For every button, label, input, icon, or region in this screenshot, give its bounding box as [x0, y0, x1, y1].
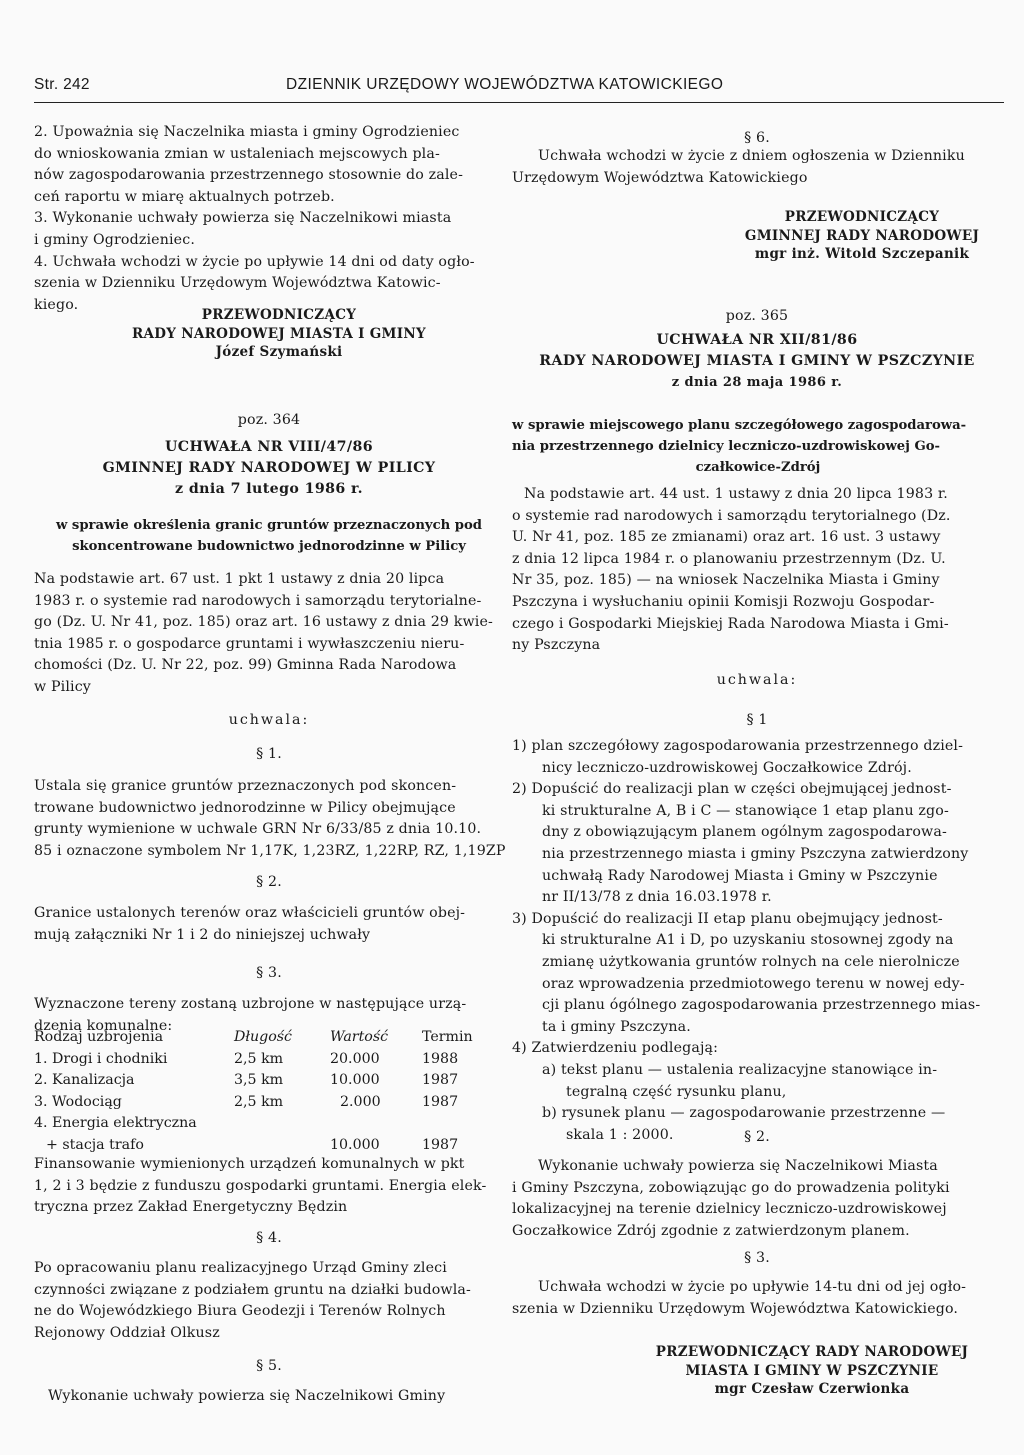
journal-title: DZIENNIK URZĘDOWY WOJEWÓDZTWA KATOWICKIEGO: [286, 76, 724, 93]
subject-364: w sprawie określenia granic gruntów przeznaczonych pod skoncentrowane budownictwo jednorodzinne w Pilicy: [55, 518, 483, 554]
section-6: § 6.: [744, 130, 770, 146]
section-4-text-364: Po opracowaniu planu realizacyjnego Urząd Gminy zleci czynności związane z podziałem gruntu na działki budowla- ne do Wojewódzkiego Biura Geodezji i Terenów Rolnych Rejonowy Oddział Olkusz: [34, 1260, 471, 1341]
poz-365: poz. 365: [725, 308, 789, 324]
page-header: [34, 76, 1004, 103]
section-2-text-364: Granice ustalonych terenów oraz właścicieli gruntów obej- mują załączniki Nr 1 i 2 do niniejszej uchwały: [34, 905, 466, 943]
list-item: 1) plan szczegółowy zagospodarowania przestrzennego dziel- nicy leczniczo-uzdrowiskowej Goczałkowice Zdrój.: [512, 738, 964, 776]
sub-item-a: a) tekst planu — ustalenia realizacyjne stanowiące in- tegralną część rysunku planu,: [542, 1061, 938, 1100]
poz-364: poz. 364: [237, 412, 301, 428]
section-3-text-364: Wyznaczone tereny zostaną uzbrojone w następujące urzą- dzenia komunalne:: [34, 996, 467, 1034]
table-row: + stacja trafo 10.000 1987: [46, 1136, 459, 1153]
table-header-row: Rodzaj uzbrojenia Długość Wartość Termin: [34, 1029, 473, 1045]
resolution-title-364: UCHWAŁA NR VIII/47/86 GMINNEJ RADY NARODOWEJ W PILICY z dnia 7 lutego 1986 r.: [102, 439, 436, 497]
signature-block-right-top: PRZEWODNICZĄCY GMINNEJ RADY NARODOWEJ mgr inż. Witold Szczepanik: [744, 209, 980, 262]
section-5-364: § 5.: [256, 1358, 282, 1374]
signature-block-left: PRZEWODNICZĄCY RADY NARODOWEJ MIASTA I GMINY Józef Szymański: [132, 307, 426, 360]
list-item: 4) Zatwierdzeniu podlegają:: [512, 1040, 719, 1057]
paragraph-4: 4. Uchwała wchodzi w życie po upływie 14 dni od daty ogło- szenia w Dzienniku Urzędowym Województwa Katowic- kiego.: [34, 253, 475, 313]
section-2-text-365: Wykonanie uchwały powierza się Naczelnikowi Miasta i Gminy Pszczyna, zobowiązując go do prowadzenia polityki lokalizacyjnej na terenie dzielnicy leczniczo-uzdrowiskowej Goczałkowice Zdrój zgodnie z zatwierdzonym planem.: [512, 1158, 950, 1239]
list-item: 2) Dopuścić do realizacji plan w części obejmującej jednost- ki strukturalne A, B i C — stanowiące 1 etap planu zgo- dny z obowiązującym planem ogólnym zagospodarowa- nia przestrzennego miasta i gminy Pszczyna zatwierdzony uchwałą Rady Narodowej Miasta i Gminy w Pszczynie nr II/13/78 z dnia 16.03.1978 r.: [512, 781, 969, 906]
infrastructure-table: [34, 1027, 484, 1157]
subject-365: w sprawie miejscowego planu szczegółowego zagospodarowa- nia przestrzennego dzielnicy leczniczo-uzdrowiskowej Go- czałkowice-Zdrój: [512, 418, 967, 475]
section-3-364: § 3.: [256, 965, 282, 981]
section-1-text-364: Ustala się granice gruntów przeznaczonych pod skoncen- trowane budownictwo jednorodzinne w Pilicy obejmujące grunty wymienione w uchwale GRN Nr 6/33/85 z dnia 10.10. 85 i oznaczone symbolem Nr 1,17K, 1,23RZ, 1,22RP, RZ, 1,19ZP: [34, 778, 506, 859]
sub-item-b: b) rysunek planu — zagospodarowanie przestrzenne — skala 1 : 2000.: [542, 1105, 946, 1143]
section-2-365: § 2.: [744, 1129, 770, 1145]
page-number: Str. 242: [34, 76, 90, 93]
section-3-after-364: Finansowanie wymienionych urządzeń komunalnych w pkt 1, 2 i 3 będzie z funduszu gospodarki gruntami. Energia elek- tryczna przez Zakład Energetyczny Będzin: [34, 1156, 487, 1216]
signature-block-right-bottom: PRZEWODNICZĄCY RADY NARODOWEJ MIASTA I GMINY W PSZCZYNIE mgr Czesław Czerwionka: [655, 1344, 969, 1397]
section-6-text: Uchwała wchodzi w życie z dniem ogłoszenia w Dzienniku Urzędowym Województwa Katowickiego: [512, 148, 965, 186]
section-5-text-364: Wykonanie uchwały powierza się Naczelnikowi Gminy: [48, 1388, 446, 1404]
section-1-365: § 1: [746, 712, 768, 728]
list-365: [512, 736, 1004, 1146]
list-item: 3) Dopuścić do realizacji II etap planu obejmujący jednost- ki strukturalne A1 i D, po uzyskaniu stosownej zgody na zmianę użytkowania gruntów rolnych na cele nierolnicze oraz wprowadzenia przedmiotowego terenu w nowej edy- cji planu ógólnego zagospodarowania przestrzennego mias- ta i gminy Pszczyna.: [512, 910, 981, 1035]
left-continuation: [34, 122, 504, 316]
section-2-364: § 2.: [256, 874, 282, 890]
paragraph-3: 3. Wykonanie uchwały powierza się Naczelnikowi miasta i gminy Ogrodzieniec.: [34, 210, 452, 248]
preamble-365: Na podstawie art. 44 ust. 1 ustawy z dnia 20 lipca 1983 r. o systemie rad narodowych i samorządu terytorialnego (Dz. U. Nr 41, poz. 185 ze zmianami) oraz art. 16 ust. 3 ustawy z dnia 12 lipca 1984 r. o planowaniu przestrzennym (Dz. U. Nr 35, poz. 185) — na wniosek Naczelnika Miasta i Gminy Pszczyna i wysłuchaniu opinii Komisji Rozwoju Gospodar- czego i Gospodarki Miejskiej Rada Narodowa Miasta i Gmi- ny Pszczyna: [512, 486, 951, 654]
table-row: 3. Wodociąg 2,5 km 2.000 1987: [34, 1093, 459, 1110]
section-3-text-365: Uchwała wchodzi w życie po upływie 14-tu dni od jej ogło- szenia w Dzienniku Urzędowym Województwa Katowickiego.: [512, 1279, 967, 1317]
resolution-title-365: UCHWAŁA NR XII/81/86 RADY NARODOWEJ MIASTA I GMINY W PSZCZYNIE z dnia 28 maja 1986 r.: [539, 332, 975, 390]
section-3-365: § 3.: [744, 1250, 770, 1266]
uchwala-365: uchwala:: [716, 672, 798, 688]
table-row: 2. Kanalizacja 3,5 km 10.000 1987: [34, 1072, 459, 1089]
table-row: 4. Energia elektryczna: [34, 1115, 197, 1132]
paragraph-2: 2. Upoważnia się Naczelnika miasta i gminy Ogrodzieniec do wnioskowania zmian w ustaleniach mejscowych pla- nów zagospodarowania przestrzennego stosownie do zale- ceń raportu w miarę aktualnych potrzeb.: [34, 124, 464, 205]
table-row: 1. Drogi i chodniki 2,5 km 20.000 1988: [34, 1050, 459, 1067]
uchwala-364: uchwala:: [228, 712, 310, 728]
preamble-364: Na podstawie art. 67 ust. 1 pkt 1 ustawy z dnia 20 lipca 1983 r. o systemie rad narodowych i samorządu terytorialne- go (Dz. U. Nr 41, poz. 185) oraz art. 16 ustawy z dnia 29 kwie- tnia 1985 r. o gospodarce gruntami i wywłaszczeniu nieru- chomości (Dz. U. Nr 22, poz. 99) Gminna Rada Narodowa w Pilicy: [34, 571, 493, 695]
section-1-364: § 1.: [256, 746, 282, 762]
section-4-364: § 4.: [256, 1230, 282, 1246]
